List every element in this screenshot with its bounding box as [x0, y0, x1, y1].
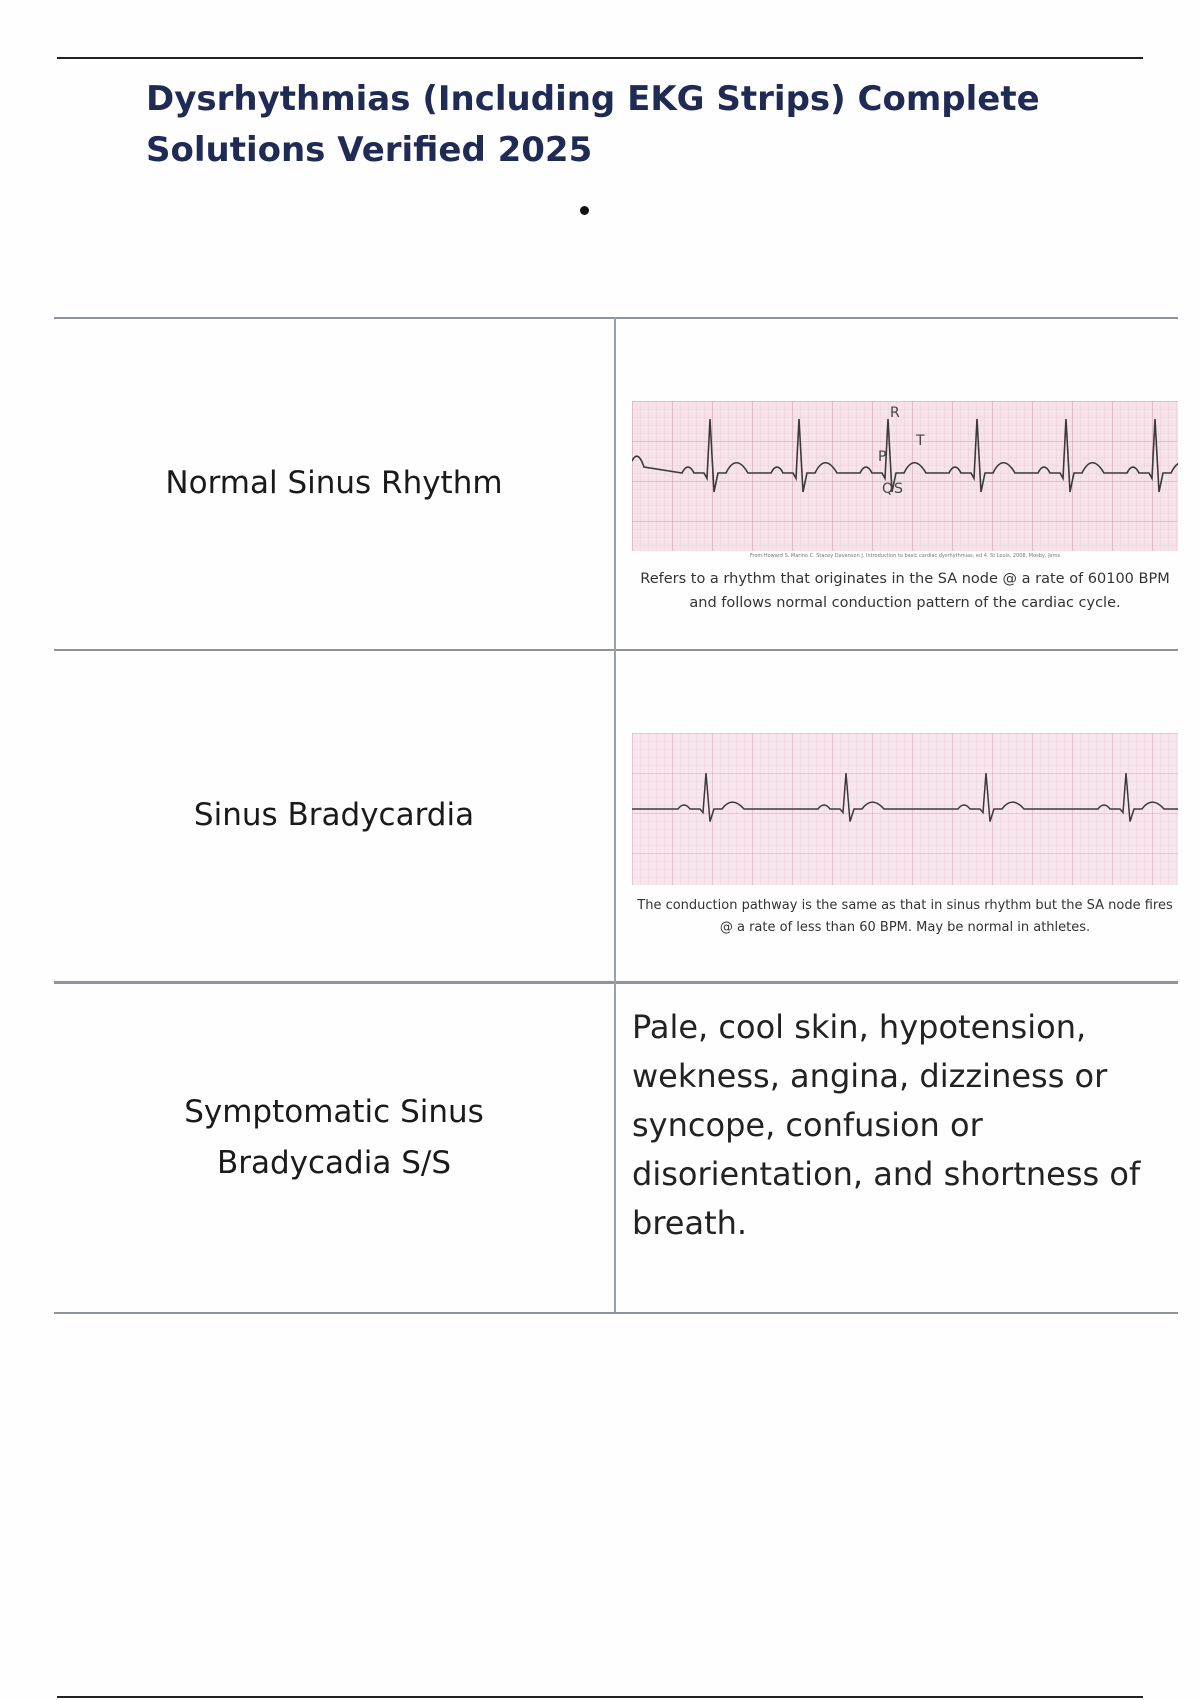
strip-credit: From Howard S. Marino C. Stacey Davenson J. Introduction to basic cardiac dysrhythmias, ed 4. St Louis, 2008, Mosby, Jems [749, 553, 1061, 559]
term-cell [54, 317, 614, 649]
row-divider [54, 649, 1178, 651]
ekg-strip-normal-sinus [632, 401, 1178, 559]
bottom-rule [57, 1696, 1143, 1698]
wave-label-p: P [878, 449, 887, 465]
column-divider [614, 981, 616, 1313]
term-text: Symptomatic Sinus Bradycadia S/S [184, 1094, 484, 1181]
flashcard-table [54, 317, 1178, 1313]
wave-label-t: T [916, 433, 925, 449]
term-cell [54, 649, 614, 981]
strip-caption-brady: The conduction pathway is the same as that in sinus rhythm but the SA node fires @ a rate of less than 60 BPM. May be normal in athletes. [637, 898, 1173, 935]
table-row-symptomatic-brady [54, 981, 1178, 1313]
document-title: Dysrhythmias (Including EKG Strips) Complete Solutions Verified 2025 [146, 79, 1040, 170]
definition-text: Pale, cool skin, hypotension, wekness, angina, dizziness or syncope, confusion or disorientation, and shortness of breath. [632, 1008, 1141, 1242]
term-text: Normal Sinus Rhythm [165, 464, 503, 501]
column-divider [614, 317, 616, 649]
term-cell [54, 981, 614, 1313]
ekg-normal-sinus-svg [632, 401, 1178, 551]
column-divider [614, 649, 616, 981]
wave-label-s: S [894, 481, 903, 497]
bullet-dot [580, 206, 589, 215]
table-row-normal-sinus [54, 317, 1178, 649]
table-row-sinus-brady [54, 649, 1178, 981]
ekg-sinus-brady-svg [632, 733, 1178, 885]
wave-label-r: R [890, 405, 900, 421]
row-divider [54, 981, 1178, 984]
row-divider [54, 1312, 1178, 1314]
row-divider [54, 317, 1178, 319]
strip-caption-normal: Refers to a rhythm that originates in the SA node @ a rate of 60100 BPM and follows normal conduction pattern of the cardiac cycle. [640, 571, 1170, 611]
top-rule [57, 57, 1143, 59]
term-text: Sinus Bradycardia [193, 796, 475, 833]
wave-label-q: Q [882, 481, 894, 497]
ekg-strip-sinus-brady [632, 733, 1178, 885]
